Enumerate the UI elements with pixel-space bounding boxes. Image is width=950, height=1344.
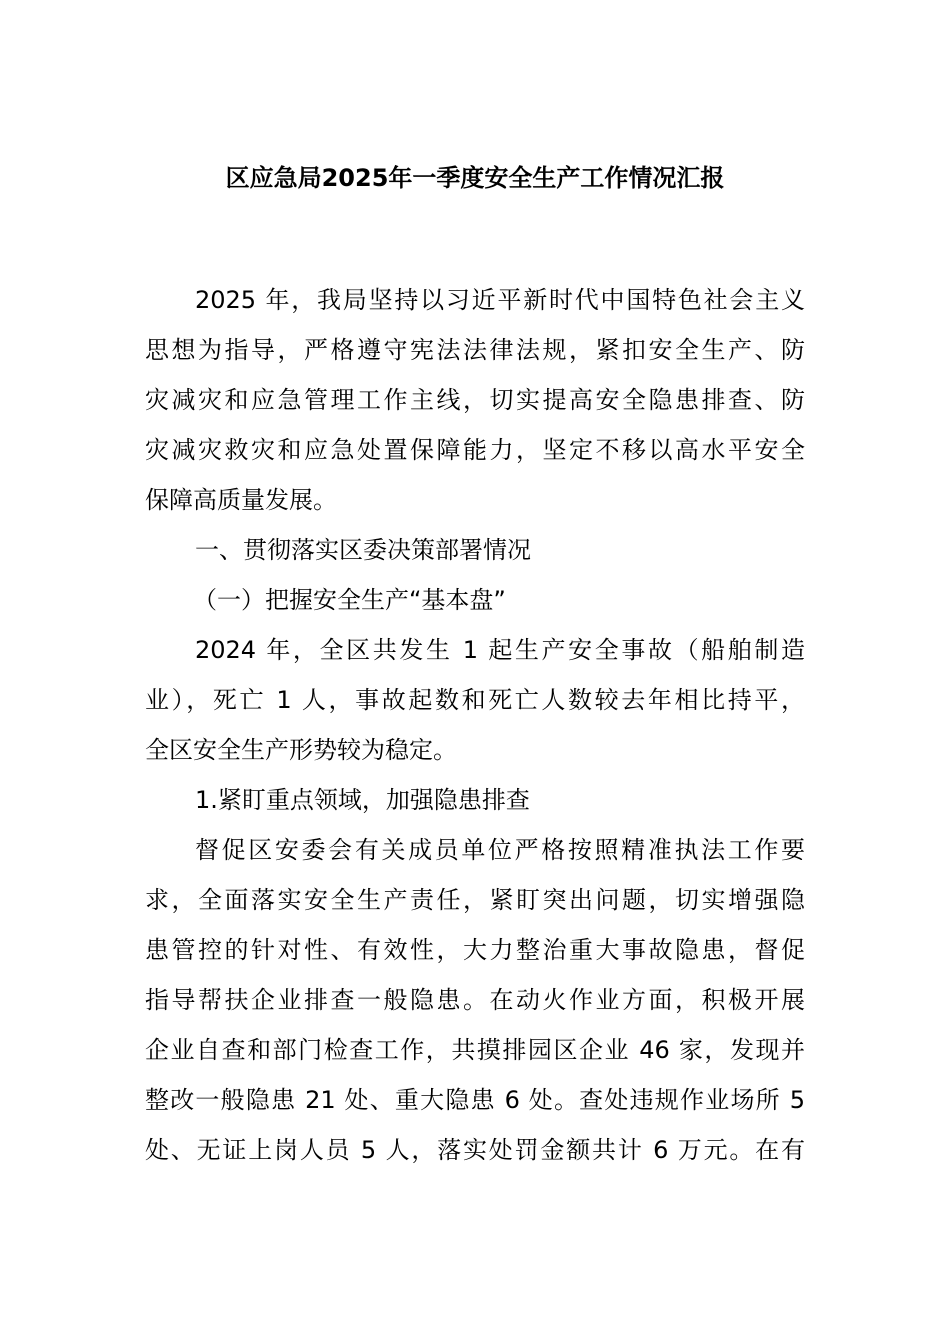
- paragraph-line: 思想为指导，严格遵守宪法法律法规，紧扣安全生产、防: [145, 336, 805, 364]
- document-title: 区应急局2025年一季度安全生产工作情况汇报: [225, 164, 725, 192]
- paragraph-line: 2024 年，全区共发生 1 起生产安全事故（船舶制造: [195, 636, 805, 664]
- item-heading: 1.紧盯重点领域，加强隐患排查: [195, 786, 530, 814]
- paragraph-line: 处、无证上岗人员 5 人，落实处罚金额共计 6 万元。在有: [145, 1136, 805, 1164]
- paragraph-line: 企业自查和部门检查工作，共摸排园区企业 46 家，发现并: [145, 1036, 805, 1064]
- paragraph-line: 灾减灾救灾和应急处置保障能力，坚定不移以高水平安全: [145, 436, 805, 464]
- paragraph-line: 整改一般隐患 21 处、重大隐患 6 处。查处违规作业场所 5: [145, 1086, 805, 1114]
- paragraph-line: 保障高质量发展。: [145, 486, 337, 514]
- paragraph-line: 业），死亡 1 人，事故起数和死亡人数较去年相比持平，: [145, 686, 805, 714]
- subsection-heading: （一）把握安全生产“基本盘”: [193, 586, 506, 614]
- paragraph-line: 患管控的针对性、有效性，大力整治重大事故隐患，督促: [145, 936, 805, 964]
- section-heading: 一、贯彻落实区委决策部署情况: [195, 536, 531, 564]
- paragraph-line: 指导帮扶企业排查一般隐患。在动火作业方面，积极开展: [145, 986, 805, 1014]
- paragraph-line: 求，全面落实安全生产责任，紧盯突出问题，切实增强隐: [145, 886, 805, 914]
- paragraph-line: 全区安全生产形势较为稳定。: [145, 736, 457, 764]
- paragraph-line: 督促区安委会有关成员单位严格按照精准执法工作要: [195, 836, 805, 864]
- paragraph-line: 2025 年，我局坚持以习近平新时代中国特色社会主义: [195, 286, 805, 314]
- paragraph-line: 灾减灾和应急管理工作主线，切实提高安全隐患排查、防: [145, 386, 805, 414]
